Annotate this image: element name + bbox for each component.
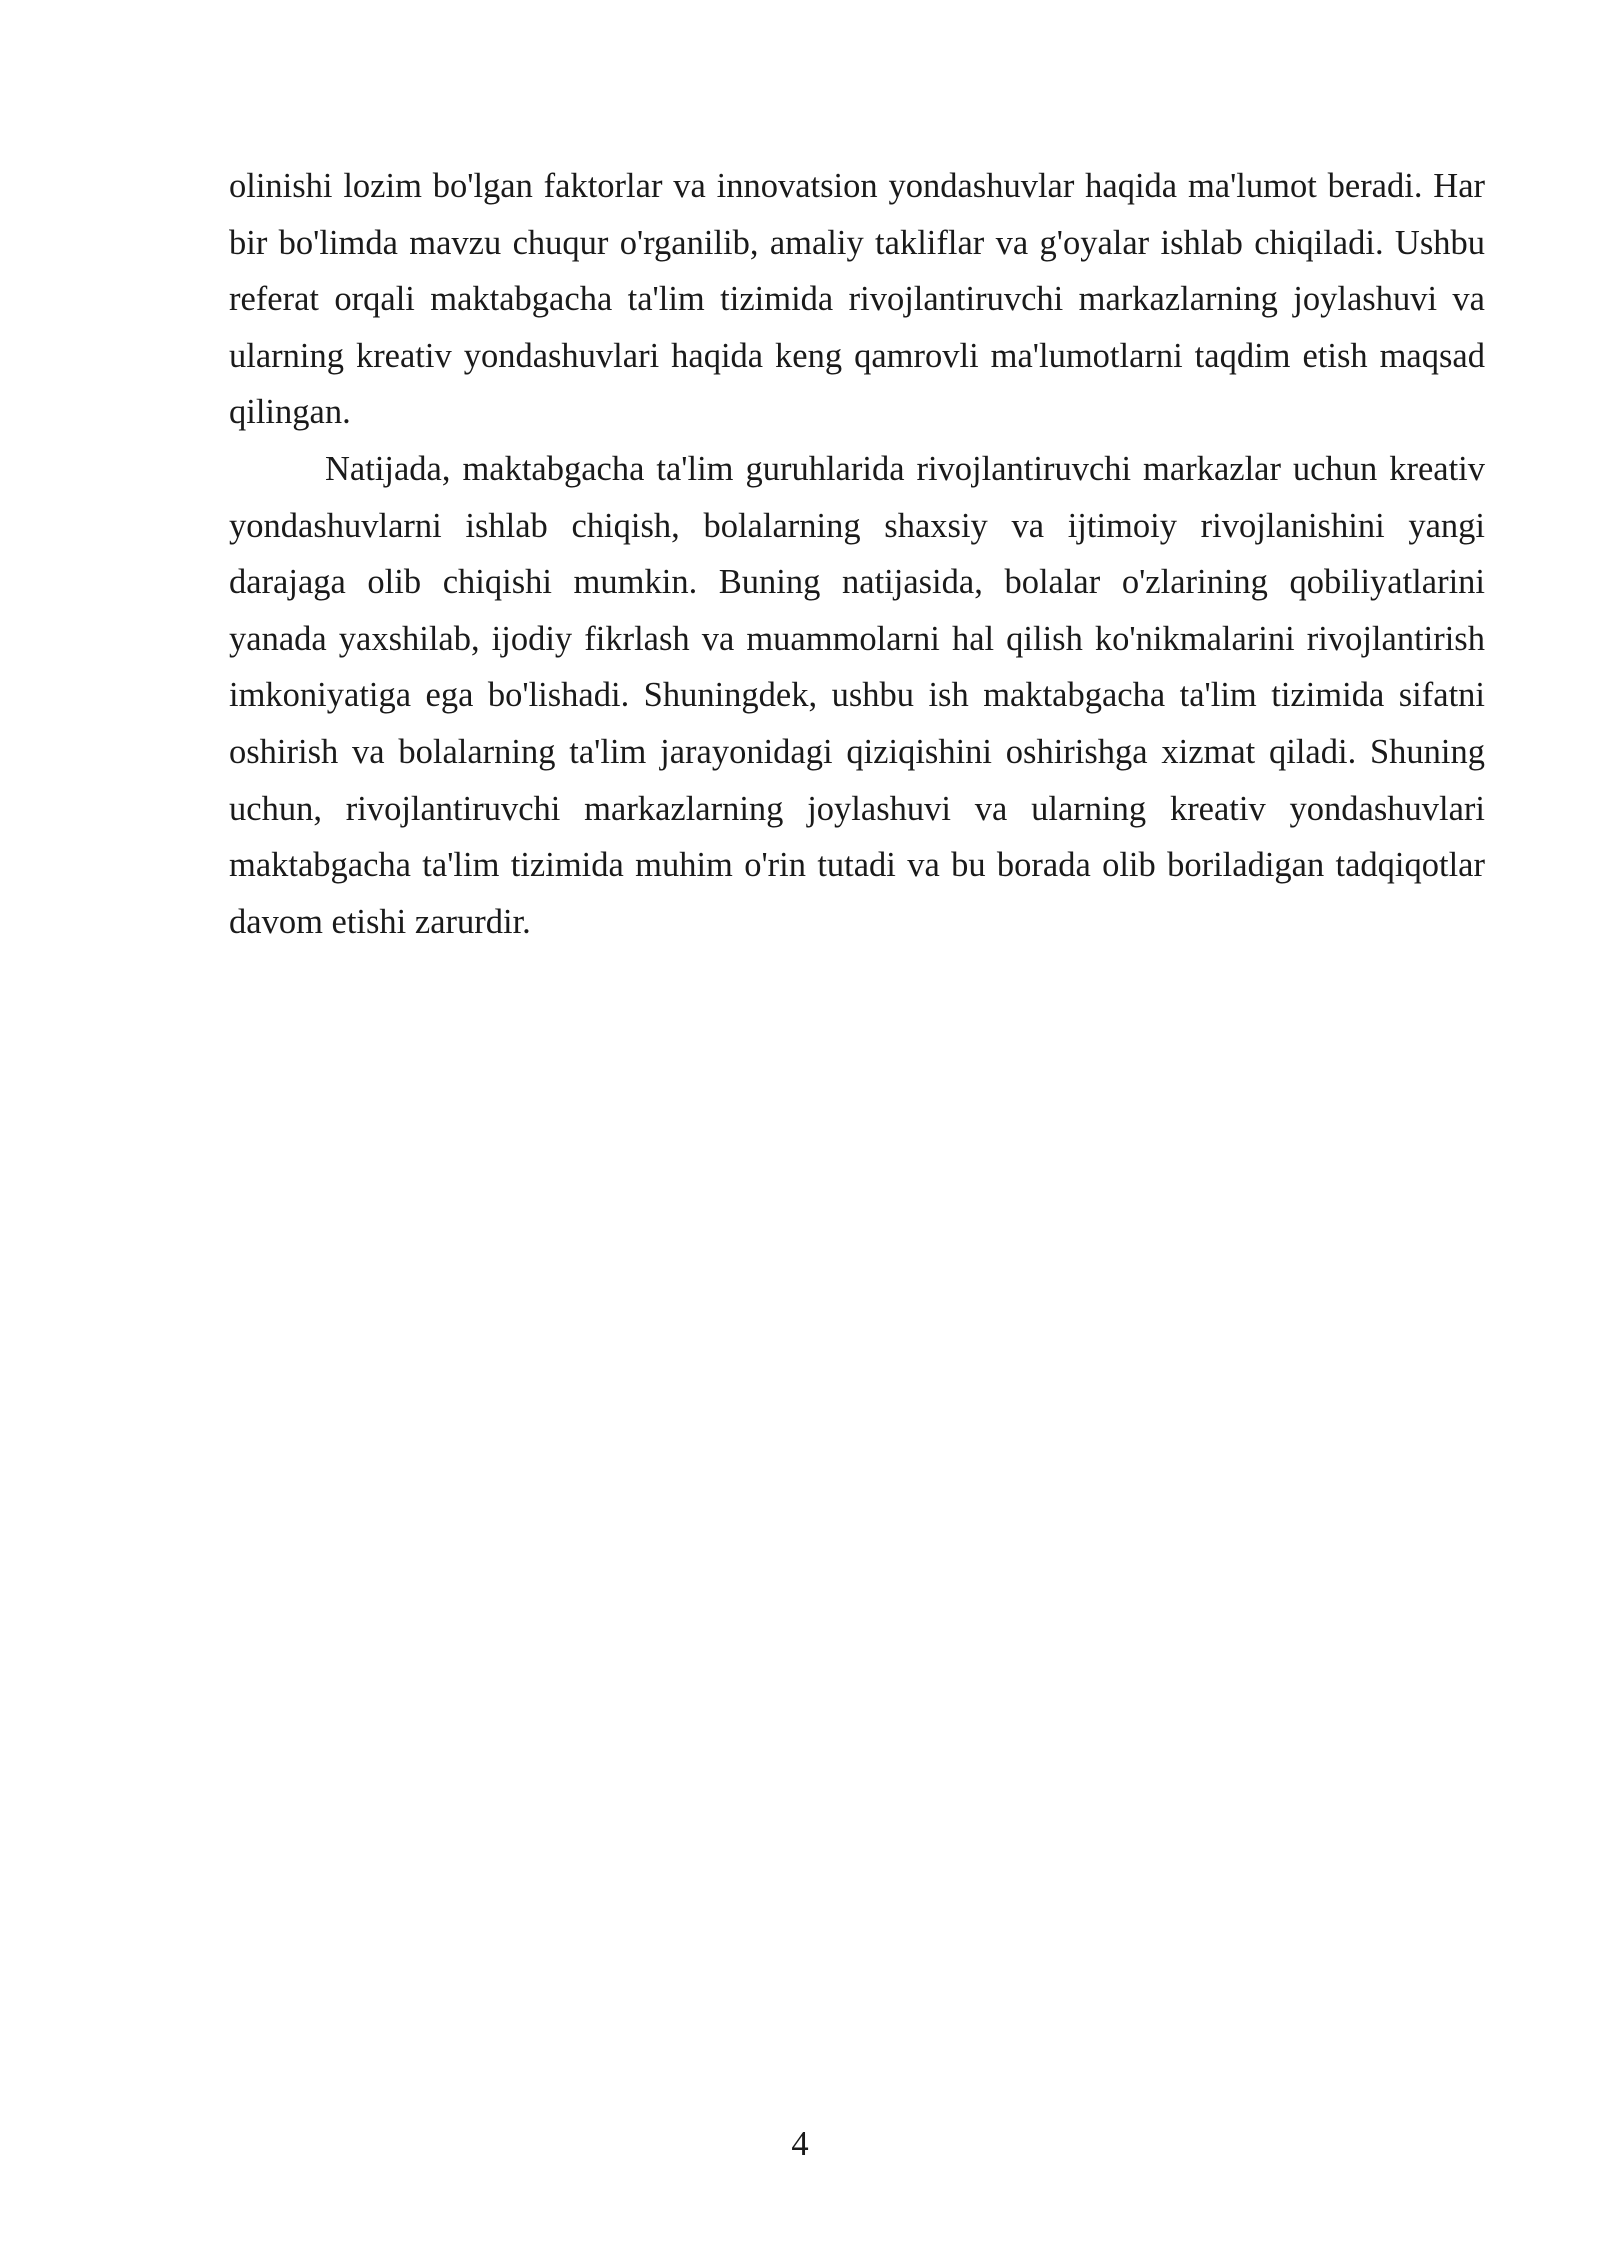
page-number: 4 — [791, 2125, 809, 2163]
body-text — [229, 158, 1485, 950]
paragraph-continuation: olinishi lozim bo'lgan faktorlar va innovatsion yondashuvlar haqida ma'lumot beradi. Har bir bo'limda mavzu chuqur o'rganilib, amaliy takliflar va g'oyalar ishlab chiqiladi. Ushbu referat orqali maktabgacha ta'lim tizimida rivojlantiruvchi markazlarning joylashuvi va ularning kreativ yondashuvlari haqida keng qamrovli ma'lumotlarni taqdim etish maqsad qilingan. — [229, 167, 1485, 432]
paragraph-conclusion: Natijada, maktabgacha ta'lim guruhlarida rivojlantiruvchi markazlar uchun kreativ yondashuvlarni ishlab chiqish, bolalarning shaxsiy va ijtimoiy rivojlanishini yangi darajaga olib chiqishi mumkin. Buning natijasida, bolalar o'zlarining qobiliyatlarini yanada yaxshilab, ijodiy fikrlash va muammolarni hal qilish ko'nikmalarini rivojlantirish imkoniyatiga ega bo'lishadi. Shuningdek, ushbu ish maktabgacha ta'lim tizimida sifatni oshirish va bolalarning ta'lim jarayonidagi qiziqishini oshirishga xizmat qiladi. Shuning uchun, rivojlantiruvchi markazlarning joylashuvi va ularning kreativ yondashuvlari maktabgacha ta'lim tizimida muhim o'rin tutadi va bu borada olib boriladigan tadqiqotlar davom etishi zarurdir. — [229, 449, 1485, 941]
